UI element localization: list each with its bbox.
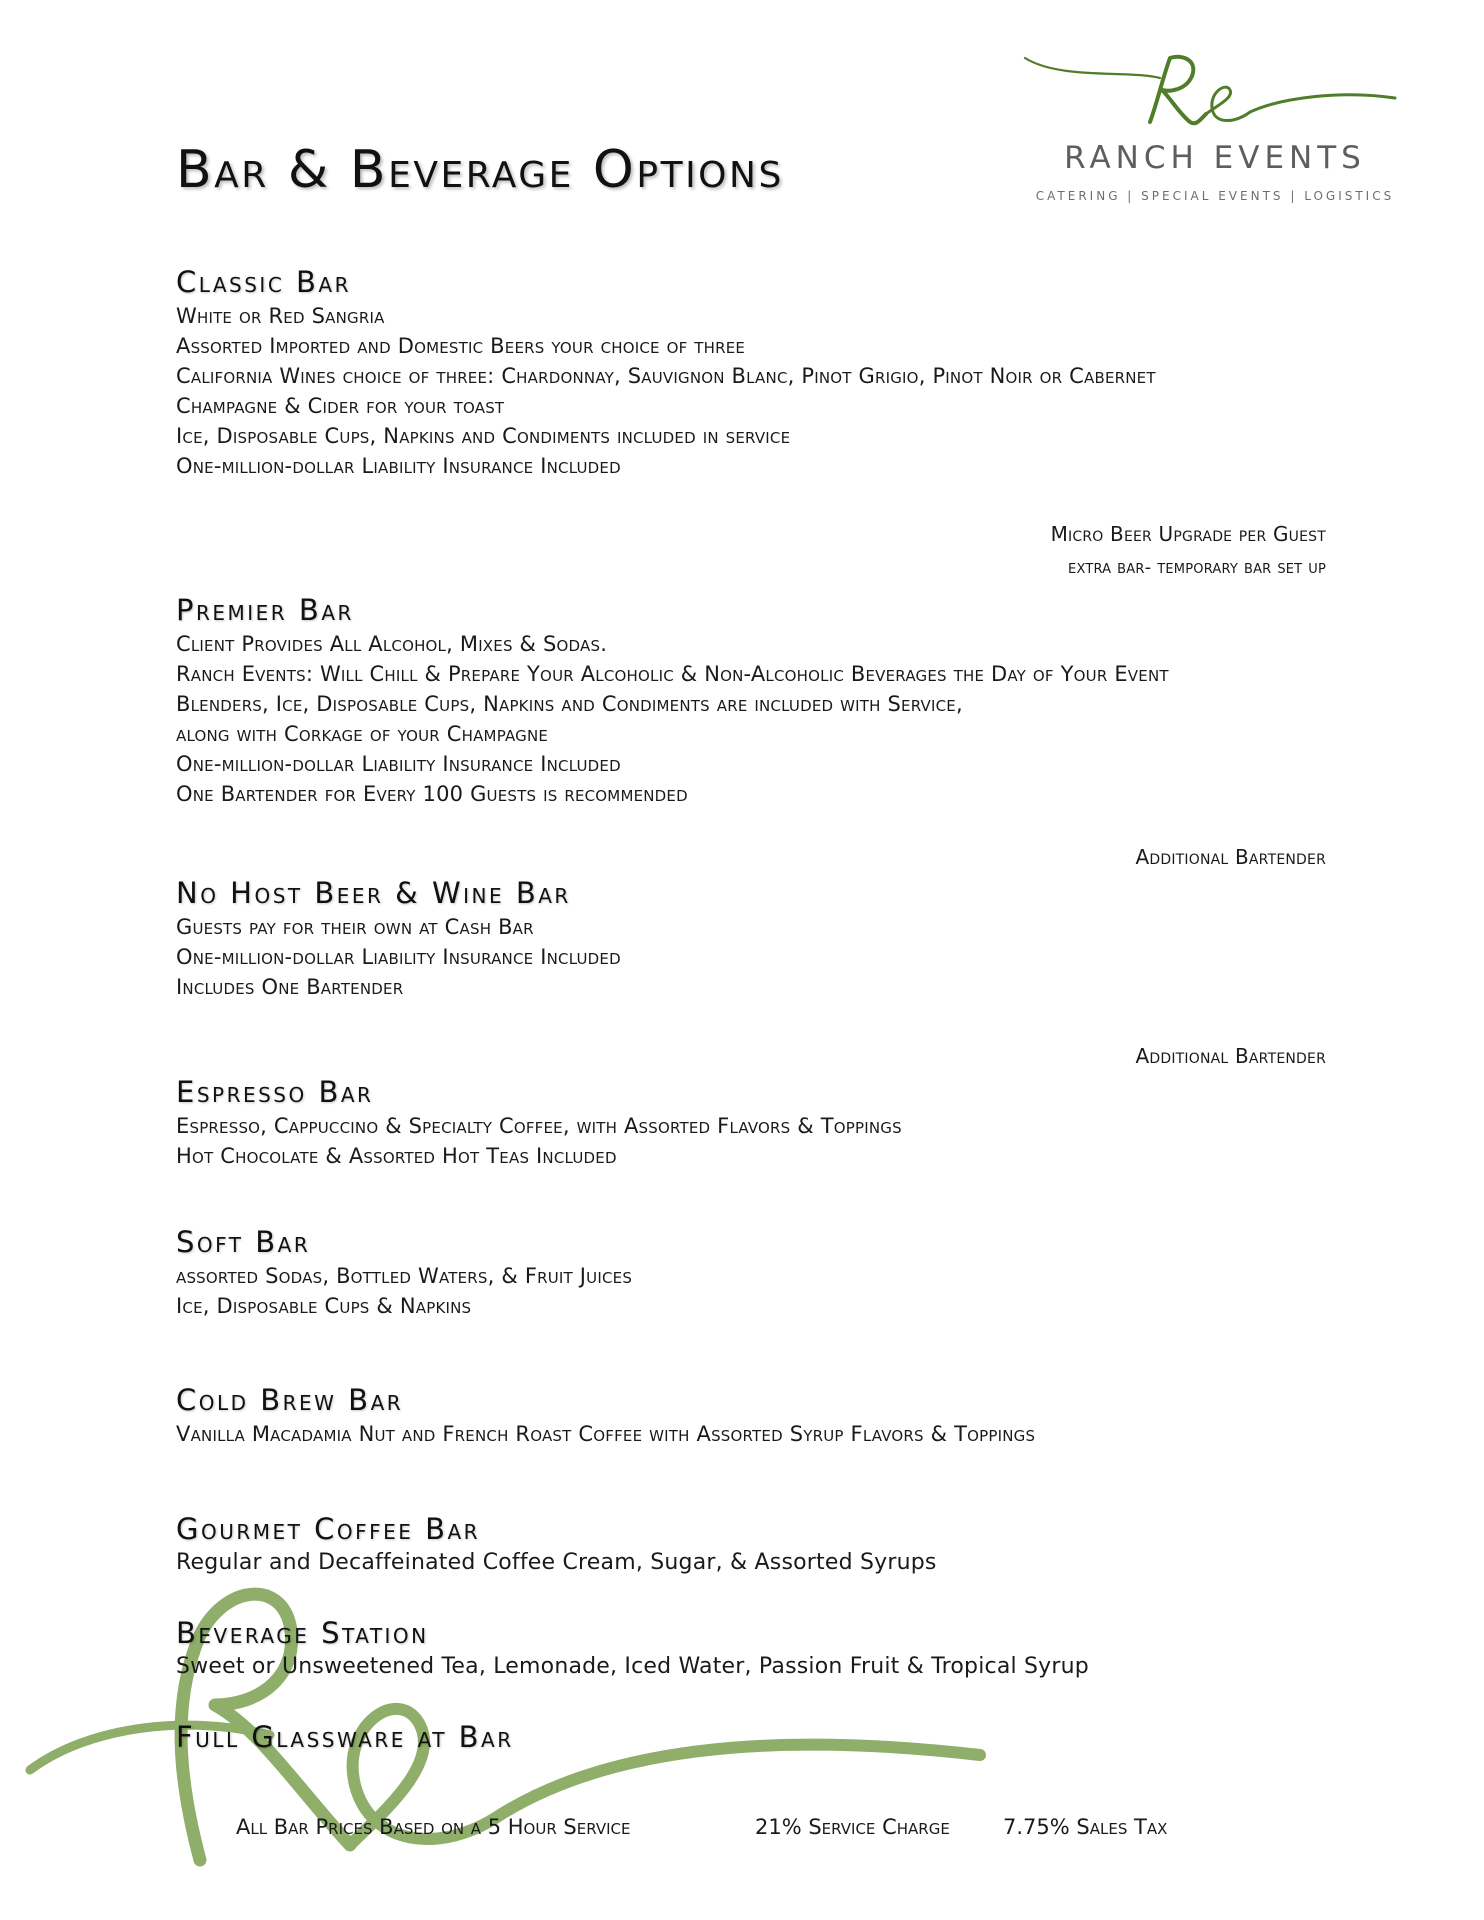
list-item: One-million-dollar Liability Insurance Included <box>176 752 621 776</box>
section-cold-brew-bar <box>176 1381 1035 1449</box>
section-title-espresso-bar: Espresso Bar <box>176 1075 374 1109</box>
section-title-soft-bar: Soft Bar <box>176 1225 311 1259</box>
logo-letter-e <box>1206 87 1395 120</box>
list-item: Espresso, Cappuccino & Specialty Coffee, with Assorted Flavors & Toppings <box>176 1114 902 1138</box>
soft-bar-items <box>176 1261 632 1321</box>
price-note-additional-bartender: Additional Bartender <box>1135 845 1326 869</box>
list-item: Guests pay for their own at Cash Bar <box>176 915 534 939</box>
list-item: Includes One Bartender <box>176 975 404 999</box>
list-item: assorted Sodas, Bottled Waters, & Fruit Juices <box>176 1264 633 1288</box>
footer-service-charge: 21% Service Charge <box>755 1815 950 1839</box>
section-no-host-bar <box>176 874 621 1002</box>
list-item: One Bartender for Every 100 Guests is recommended <box>176 782 688 806</box>
list-item: Regular and Decaffeinated Coffee Cream, Sugar, & Assorted Syrups <box>176 1550 937 1575</box>
list-item: Champagne & Cider for your toast <box>176 394 505 418</box>
section-title-gourmet-coffee-bar: Gourmet Coffee Bar <box>176 1512 481 1546</box>
list-item: Blenders, Ice, Disposable Cups, Napkins and Condiments are included with Service, <box>176 692 963 716</box>
logo-swash-left <box>1025 58 1160 78</box>
page-title: Bar & Beverage Options <box>176 140 784 200</box>
list-item: One-million-dollar Liability Insurance Included <box>176 945 621 969</box>
premier-bar-items <box>176 629 1169 809</box>
section-full-glassware <box>176 1718 514 1756</box>
section-beverage-station <box>176 1614 1089 1682</box>
classic-bar-items <box>176 301 1156 481</box>
logo-letter-r <box>1150 57 1206 123</box>
espresso-bar-items <box>176 1111 902 1171</box>
list-item: Assorted Imported and Domestic Beers your choice of three <box>176 334 746 358</box>
section-soft-bar <box>176 1223 632 1321</box>
gourmet-coffee-bar-items <box>176 1548 937 1578</box>
cold-brew-bar-items <box>176 1419 1035 1449</box>
list-item: Sweet or Unsweetened Tea, Lemonade, Iced Water, Passion Fruit & Tropical Syrup <box>176 1654 1089 1679</box>
section-title-premier-bar: Premier Bar <box>176 593 354 627</box>
section-premier-bar <box>176 591 1169 809</box>
list-item: California Wines choice of three: Chardonnay, Sauvignon Blanc, Pinot Grigio, Pinot Noir or Cabernet <box>176 364 1156 388</box>
section-title-classic-bar: Classic Bar <box>176 265 351 299</box>
price-note-extra-bar: extra bar- temporary bar set up <box>1068 557 1326 578</box>
list-item: Ice, Disposable Cups & Napkins <box>176 1294 472 1318</box>
price-note-micro-beer: Micro Beer Upgrade per Guest <box>1050 522 1326 546</box>
beverage-station-items <box>176 1652 1089 1682</box>
price-note-additional-bartender-no-host: Additional Bartender <box>1135 1044 1326 1068</box>
logo-name: RANCH EVENTS <box>1064 140 1366 176</box>
section-title-full-glassware: Full Glassware at Bar <box>176 1720 514 1754</box>
list-item: Vanilla Macadamia Nut and French Roast Coffee with Assorted Syrup Flavors & Toppings <box>176 1422 1036 1446</box>
ranch-events-logo-mark <box>1020 40 1400 140</box>
section-espresso-bar <box>176 1073 902 1171</box>
list-item: White or Red Sangria <box>176 304 385 328</box>
footer-service-hours: All Bar Prices Based on a 5 Hour Service <box>236 1815 631 1839</box>
list-item: One-million-dollar Liability Insurance Included <box>176 454 621 478</box>
re-watermark-graphic <box>20 1555 1020 1895</box>
logo-tagline: CATERING | SPECIAL EVENTS | LOGISTICS <box>1035 189 1395 203</box>
section-classic-bar <box>176 263 1156 481</box>
footer-sales-tax: 7.75% Sales Tax <box>1003 1815 1168 1839</box>
list-item: Hot Chocolate & Assorted Hot Teas Included <box>176 1144 617 1168</box>
section-title-cold-brew-bar: Cold Brew Bar <box>176 1383 404 1417</box>
section-title-no-host-bar: No Host Beer & Wine Bar <box>176 876 571 910</box>
list-item: Ice, Disposable Cups, Napkins and Condiments included in service <box>176 424 791 448</box>
section-gourmet-coffee-bar <box>176 1510 937 1578</box>
no-host-bar-items <box>176 912 621 1002</box>
list-item: along with Corkage of your Champagne <box>176 722 549 746</box>
list-item: Ranch Events: Will Chill & Prepare Your Alcoholic & Non-Alcoholic Beverages the Day of Your Event <box>176 662 1169 686</box>
section-title-beverage-station: Beverage Station <box>176 1616 429 1650</box>
list-item: Client Provides All Alcohol, Mixes & Sodas. <box>176 632 608 656</box>
